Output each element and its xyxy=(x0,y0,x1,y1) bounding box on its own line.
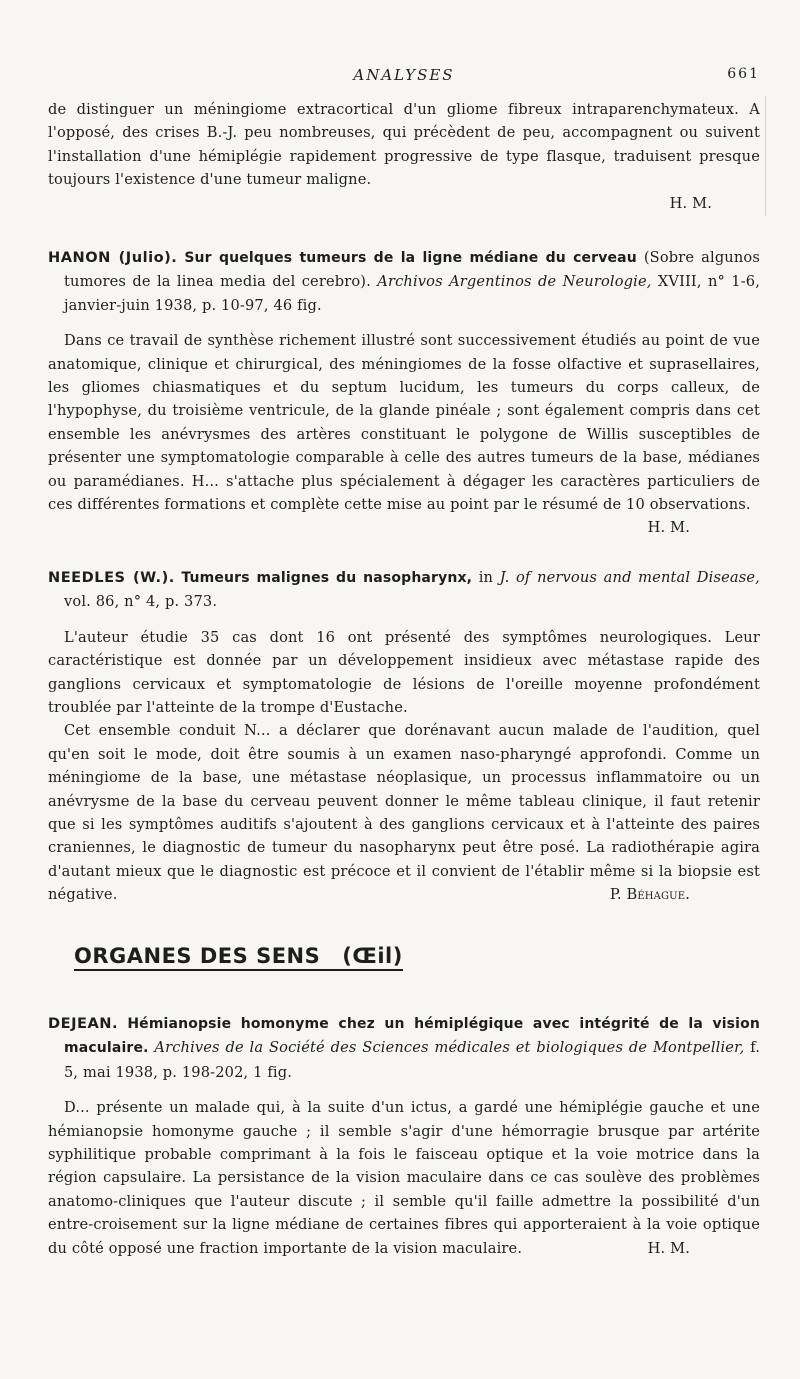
entry-paragraph: Cet ensemble conduit N... a déclarer que dorénavant aucun malade de l'audition, quel qu'en soit le mode, doit être soumis à un examen naso-pharyngé approfondi. Comme un méningiome de la base, une métastase néoplasique, un processus inflammatoire ou un anévrysme de la base du cerveau peuvent donner le même tableau clinique, il faut retenir que si les symptômes auditifs s'ajoutent à des ganglions cervicaux et à l'atteinte des paires craniennes, le diagnostic de tumeur du nasopharynx peut être posé. La radiothérapie agira d'autant mieux que le diagnostic est précoce et il convient de l'établir même si la biopsie est négative. xyxy=(48,722,760,904)
entry-paragraph: D... présente un malade qui, à la suite d'un ictus, a gardé une hémiplégie gauche et une hémianopsie homonyme gauche ; il semble s'agir d'une hémorragie brusque par artérite syphilitique probable comprimant à la fois le faisceau optique et la voie motrice dans la région capsulaire. La persistance de la vision maculaire dans ce cas soulève des problèmes anatomo-cliniques que l'auteur discute ; il semble qu'il faille admettre la possibilité d'un entre-croisement sur la ligne médiane de certaines fibres qui apporteraient à la voie optique du côté opposé une fraction importante de la vision maculaire. xyxy=(48,1099,760,1257)
entry-author: HANON (Julio). xyxy=(48,249,178,266)
entry-journal: Archivos Argentinos de Neurologie, xyxy=(377,273,652,291)
entry-author: NEEDLES (W.). xyxy=(48,569,175,586)
entry-hanon xyxy=(48,246,760,540)
entry-paragraph: Dans ce travail de synthèse richement illustré sont successivement étudiés au point de vue anatomique, clinique et chirurgical, des méningiomes de la fosse olfactive et suprasellaires, les gliomes chiasmatiques et du septum lucidum, les tumeurs du corps calleux, de l'hypophyse, du troisième ventricule, de la glande pinéale ; sont également compris dans cet ensemble les anévrysmes des artères constituant le polygone de Willis susceptibles de présenter une symptomatologie comparable à celle des autres tumeurs de la base, médianes ou paramédianes. H... s'attache plus spécialement à dégager les caractères particuliers de ces différentes formations et complète cette mise au point par le résumé de 10 observations. xyxy=(48,332,760,514)
entry-journal: J. of nervous and mental Disease, xyxy=(499,569,760,586)
signature: H. M. xyxy=(669,194,712,212)
running-head xyxy=(48,66,760,88)
entry-title: Hémianopsie homonyme chez un hémiplégique avec intégrité de la vision maculaire. xyxy=(64,1016,760,1057)
entry-citation-plain: (Sobre algunos tumores de la linea media del cerebro). xyxy=(64,249,760,291)
entry-citation-plain: in xyxy=(478,569,494,586)
continuation-text: de distinguer un méningiome extracortical d'un gliome fibreux intraparenchymateux. A l'opposé, des crises B.-J. peu nombreuses, qui précèdent de peu, accompagnent ou suivent l'installation d'une hémiplégie rapidement progressive de type flasque, traduisent presque toujours l'existence d'une tumeur maligne. xyxy=(48,101,760,189)
signature: H. M. xyxy=(647,519,690,537)
entry-citation xyxy=(48,566,760,614)
running-title: ANALYSES xyxy=(353,66,455,84)
entry-details: vol. 86, n° 4, p. 373. xyxy=(64,593,218,611)
entry-details: f. 5, mai 1938, p. 198-202, 1 fig. xyxy=(64,1039,761,1081)
entry-details: XVIII, n° 1-6, janvier-juin 1938, p. 10-97, 46 fig. xyxy=(64,273,761,314)
continuation-block xyxy=(48,98,760,215)
entry-title: Tumeurs malignes du nasopharynx, xyxy=(181,570,473,586)
entry-paragraph: L'auteur étudie 35 cas dont 16 ont présenté des symptômes neurologiques. Leur caractéristique est donnée par un développement insidieux avec métastase rapide des ganglions cervicaux et symptomatologie de lésions de l'oreille moyenne profondément troublée par l'atteinte de la trompe d'Eustache. xyxy=(48,628,760,717)
section-heading-main: ORGANES DES SENS xyxy=(74,944,321,968)
entry-dejean xyxy=(48,1012,760,1260)
section-heading-sub: (Œil) xyxy=(342,944,403,968)
entry-author: DEJEAN. xyxy=(48,1015,119,1032)
entry-title: Sur quelques tumeurs de la ligne médiane du cerveau xyxy=(184,250,637,266)
entry-needles xyxy=(48,566,760,907)
entry-journal: Archives de la Société des Sciences médicales et biologiques de Montpellier, xyxy=(154,1039,745,1057)
section-heading xyxy=(74,944,403,971)
signature: P. Béhague. xyxy=(609,886,690,904)
signature: H. M. xyxy=(647,1239,690,1257)
entry-citation xyxy=(48,246,760,317)
page-number: 661 xyxy=(727,66,760,82)
margin-mark xyxy=(765,96,766,216)
entry-citation xyxy=(48,1012,760,1084)
